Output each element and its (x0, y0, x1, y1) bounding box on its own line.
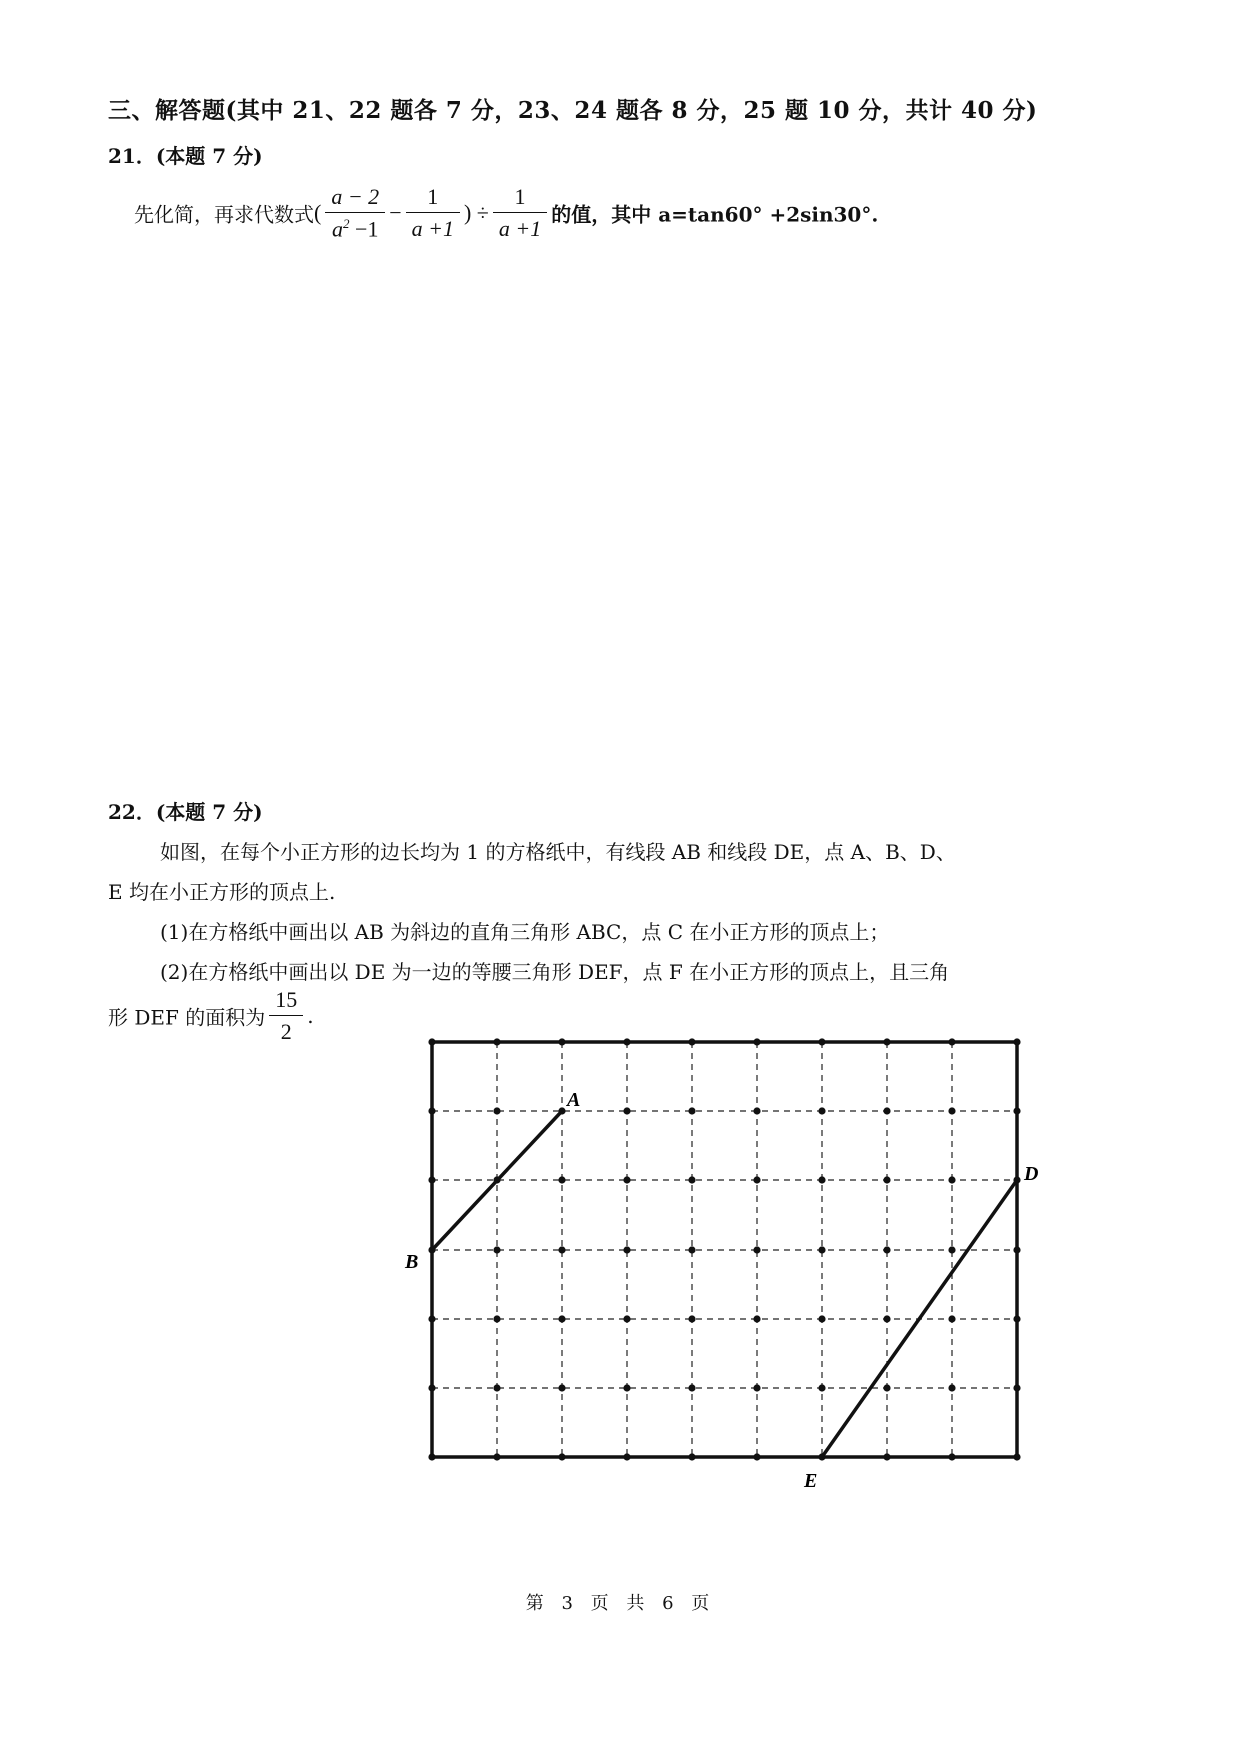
grid-dot (428, 1453, 435, 1460)
grid-dot (818, 1315, 825, 1322)
grid-dot (883, 1038, 890, 1045)
grid-dot (948, 1038, 955, 1045)
grid-dot (428, 1315, 435, 1322)
grid-dot (623, 1246, 630, 1253)
grid-dot (493, 1453, 500, 1460)
q21-close-divide: ) ÷ (463, 200, 489, 226)
grid-dot (948, 1107, 955, 1114)
grid-dot (753, 1176, 760, 1183)
grid-dot (493, 1107, 500, 1114)
grid-dot (883, 1176, 890, 1183)
grid-dot (428, 1384, 435, 1391)
grid-dot (493, 1384, 500, 1391)
grid-dot (753, 1315, 760, 1322)
q21-f1-den-exp: 2 (343, 216, 350, 231)
grid-dot (883, 1315, 890, 1322)
grid-dot (883, 1246, 890, 1253)
grid-dot (1013, 1107, 1020, 1114)
grid-dot (753, 1453, 760, 1460)
grid-dot (753, 1038, 760, 1045)
grid-dot (948, 1246, 955, 1253)
grid-dot (493, 1038, 500, 1045)
grid-dot (428, 1107, 435, 1114)
grid-dot (493, 1315, 500, 1322)
grid-dashed-lines (432, 1042, 1017, 1457)
q21-tail-text: 的值，其中 a=tan60° +2sin30°. (551, 202, 879, 227)
q21-open-paren: ( (314, 200, 322, 226)
grid-dot (1013, 1246, 1020, 1253)
grid-dot (948, 1315, 955, 1322)
grid-dot (688, 1176, 695, 1183)
page-footer: 第 3 页 共 6 页 (525, 1593, 716, 1614)
point-label-b: B (405, 1251, 419, 1273)
section-heading: 三、解答题(其中 21、22 题各 7 分，23、24 题各 8 分，25 题 10 分，共计 40 分) (108, 97, 1038, 124)
grid-dot (753, 1246, 760, 1253)
grid-dot (688, 1315, 695, 1322)
grid-dot (623, 1107, 630, 1114)
grid-dot (883, 1384, 890, 1391)
q21-fraction-2-denominator: a +1 (411, 216, 454, 242)
point-label-d: D (1024, 1163, 1039, 1185)
q21-fraction-1-numerator: a − 2 (325, 184, 385, 213)
grid-dot (623, 1315, 630, 1322)
grid-dot (1013, 1384, 1020, 1391)
grid-dot (688, 1038, 695, 1045)
grid-dot (688, 1453, 695, 1460)
grid-dot (753, 1384, 760, 1391)
q22-line-5-text: 形 DEF 的面积为 (108, 1005, 266, 1030)
grid-dot (818, 1038, 825, 1045)
q21-heading: 21．(本题 7 分) (108, 144, 263, 168)
grid-dot (818, 1176, 825, 1183)
grid-dot (688, 1107, 695, 1114)
grid-dot (883, 1453, 890, 1460)
grid-dot (558, 1038, 565, 1045)
grid-dot (623, 1384, 630, 1391)
q21-lead-text: 先化简，再求代数式 (134, 202, 314, 227)
grid-dot (948, 1384, 955, 1391)
grid-dot (623, 1038, 630, 1045)
q22-part-1: (1)在方格纸中画出以 AB 为斜边的直角三角形 ABC，点 C 在小正方形的顶点上； (160, 920, 890, 944)
grid-dot (558, 1384, 565, 1391)
grid-dot (948, 1176, 955, 1183)
grid-dot (1013, 1038, 1020, 1045)
point-label-a: A (567, 1089, 581, 1111)
q22-area-denominator: 2 (280, 1019, 292, 1044)
grid-dot (428, 1176, 435, 1183)
grid-dot (688, 1246, 695, 1253)
q22-area-numerator: 15 (269, 987, 303, 1016)
q21-fraction-3-denominator: a +1 (498, 216, 542, 242)
q22-line-2: E 均在小正方形的顶点上. (108, 880, 336, 904)
grid-dot (558, 1246, 565, 1253)
q22-heading: 22．(本题 7 分) (108, 800, 263, 824)
grid-dot (428, 1038, 435, 1045)
grid-dot (493, 1246, 500, 1253)
q22-part-2: (2)在方格纸中画出以 DE 为一边的等腰三角形 DEF，点 F 在小正方形的顶点上，且三角 (160, 960, 950, 984)
grid-dot (558, 1453, 565, 1460)
grid-dot (1013, 1315, 1020, 1322)
point-label-e: E (804, 1470, 818, 1492)
grid-dot (558, 1176, 565, 1183)
q21-fraction-2-numerator: 1 (406, 184, 460, 213)
grid-dot (558, 1315, 565, 1322)
grid-dot (818, 1246, 825, 1253)
grid-dot (688, 1384, 695, 1391)
grid-dot (948, 1453, 955, 1460)
q22-line-1: 如图，在每个小正方形的边长均为 1 的方格纸中，有线段 AB 和线段 DE，点 A、B、D、 (160, 840, 956, 864)
q21-fraction-3-numerator: 1 (493, 184, 547, 213)
grid-dot (818, 1384, 825, 1391)
q21-f1-den-base: a (332, 216, 344, 242)
grid-dot (623, 1176, 630, 1183)
grid-dot (1013, 1453, 1020, 1460)
q22-line-5-period: . (307, 1004, 314, 1028)
grid-dot (818, 1107, 825, 1114)
grid-dot (623, 1453, 630, 1460)
grid-dot (753, 1107, 760, 1114)
grid-dot (883, 1107, 890, 1114)
q21-f1-den-rest: −1 (349, 216, 379, 242)
q21-minus-sign: − (389, 200, 402, 226)
